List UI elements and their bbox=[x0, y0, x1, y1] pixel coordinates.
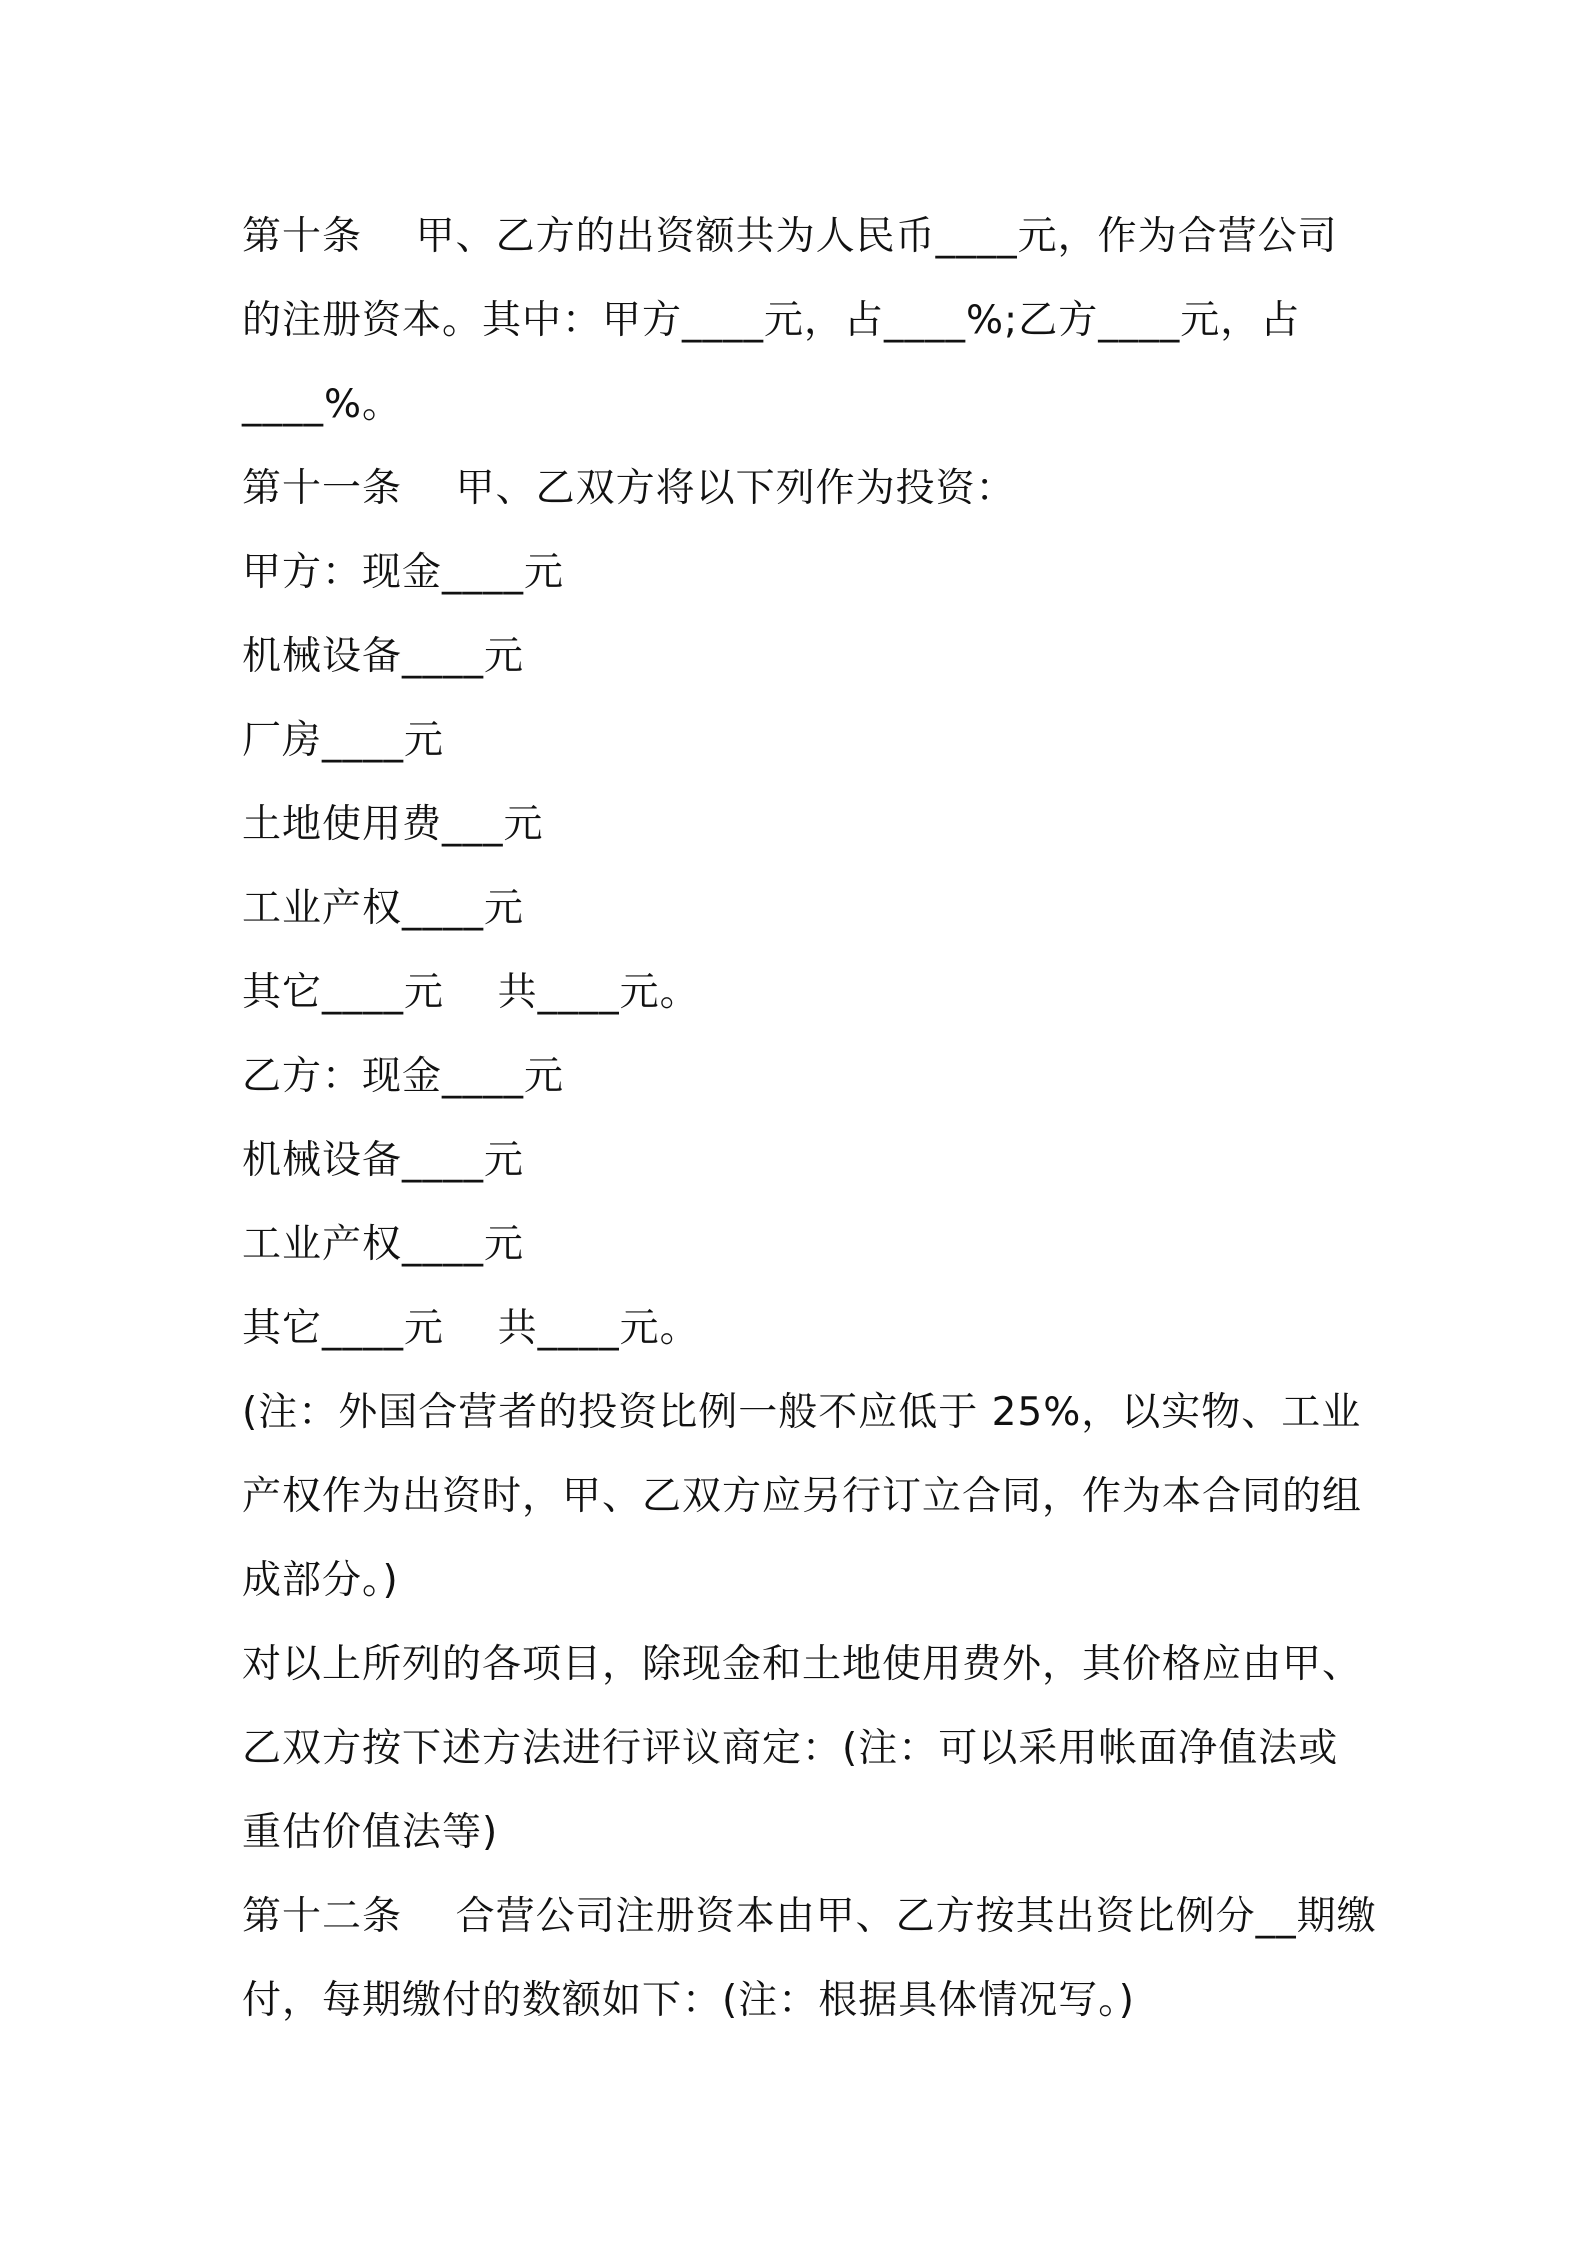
article-12-line-2: 付，每期缴付的数额如下：(注：根据具体情况写。) bbox=[242, 1978, 1135, 2023]
note-line-3: 成部分。) bbox=[242, 1558, 399, 1603]
note-line-2: 产权作为出资时，甲、乙双方应另行订立合同，作为本合同的组 bbox=[242, 1474, 1363, 1519]
article-12-line-1: 第十二条 合营公司注册资本由甲、乙方按其出资比例分__期缴 bbox=[242, 1894, 1377, 1939]
article-10-line-3: ____%。 bbox=[242, 382, 403, 427]
valuation-line-3: 重估价值法等) bbox=[242, 1810, 499, 1855]
party-b-ip: 工业产权____元 bbox=[242, 1222, 525, 1267]
party-a-machinery: 机械设备____元 bbox=[242, 634, 525, 679]
party-a-cash: 甲方：现金____元 bbox=[242, 550, 565, 595]
party-b-machinery: 机械设备____元 bbox=[242, 1138, 525, 1183]
party-a-other-total: 其它____元 共____元。 bbox=[242, 970, 700, 1015]
article-10-line-1: 第十条 甲、乙方的出资额共为人民币____元，作为合营公司 bbox=[242, 214, 1338, 259]
party-a-factory: 厂房____元 bbox=[242, 718, 445, 763]
article-11-heading: 第十一条 甲、乙双方将以下列作为投资： bbox=[242, 466, 1016, 511]
article-10-line-2: 的注册资本。其中：甲方____元，占____%;乙方____元，占 bbox=[242, 298, 1301, 343]
party-b-other-total: 其它____元 共____元。 bbox=[242, 1306, 700, 1351]
party-b-cash: 乙方：现金____元 bbox=[242, 1054, 565, 1099]
valuation-line-2: 乙双方按下述方法进行评议商定：(注：可以采用帐面净值法或 bbox=[242, 1726, 1339, 1771]
party-a-land-fee: 土地使用费___元 bbox=[242, 802, 544, 847]
party-a-ip: 工业产权____元 bbox=[242, 886, 525, 931]
note-line-1: (注：外国合营者的投资比例一般不应低于 25%，以实物、工业 bbox=[242, 1390, 1362, 1435]
document-page bbox=[242, 195, 1377, 2043]
valuation-line-1: 对以上所列的各项目，除现金和土地使用费外，其价格应由甲、 bbox=[242, 1642, 1363, 1687]
